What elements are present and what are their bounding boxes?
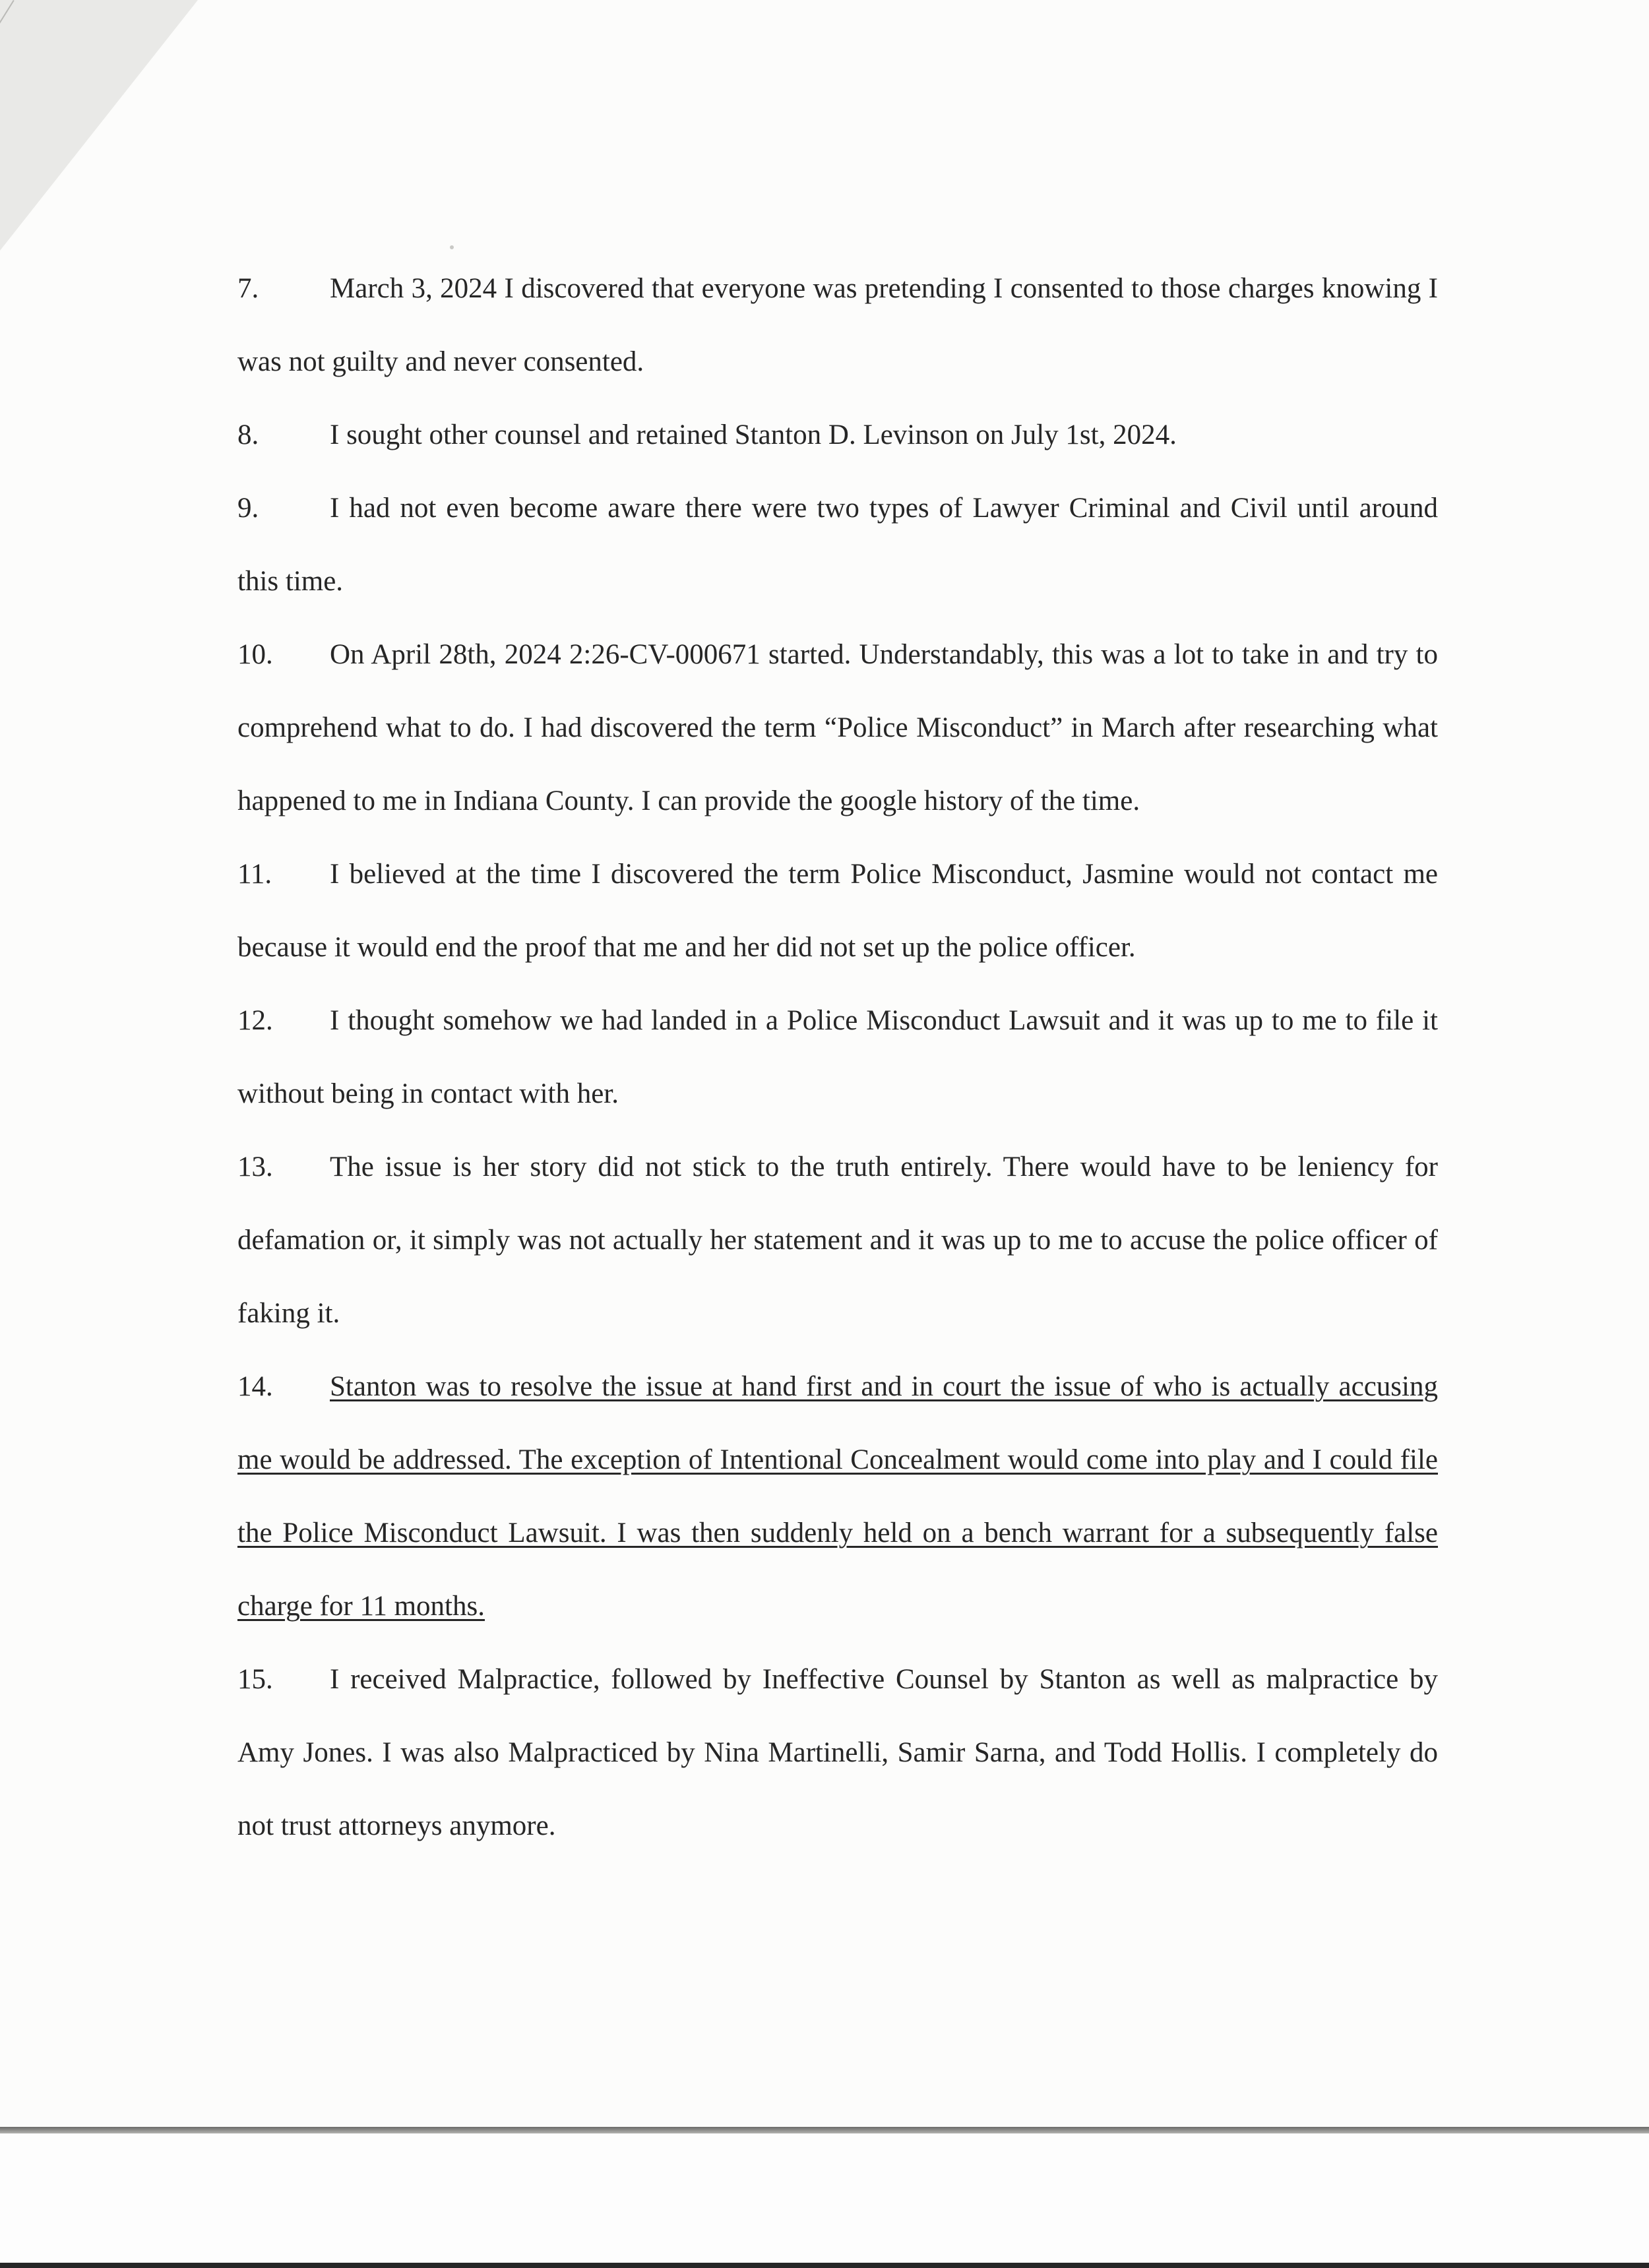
paragraph-13 (237, 1130, 1438, 1350)
paragraph-text: I had not even become aware there were two types of Lawyer Criminal and Civil until around this time. (237, 493, 1438, 597)
scan-bottom-margin (0, 2133, 1649, 2263)
scan-speck (450, 245, 454, 249)
paragraph-text: I believed at the time I discovered the term Police Misconduct, Jasmine would not contact me because it would end the proof that me and her did not set up the police officer. (237, 859, 1438, 963)
paragraph-text: The issue is her story did not stick to the truth entirely. There would have to be leniency for defamation or, it simply was not actually her statement and it was up to me to accuse the police officer of faking it. (237, 1151, 1438, 1329)
paragraph-number: 12. (237, 1005, 273, 1036)
paragraph-number: 9. (237, 493, 259, 524)
paragraph-number: 8. (237, 419, 259, 450)
paragraph-text: On April 28th, 2024 2:26-CV-000671 started. Understandably, this was a lot to take in and try to comprehend what to do. I had discovered the term “Police Misconduct” in March after researching what happened to me in Indiana County. I can provide the google history of the time. (237, 639, 1438, 816)
paragraph-text: I thought somehow we had landed in a Police Misconduct Lawsuit and it was up to me to file it without being in contact with her. (237, 1005, 1438, 1109)
paragraph-number: 7. (237, 273, 259, 304)
paragraph-7 (237, 252, 1438, 398)
paragraph-15 (237, 1643, 1438, 1862)
paragraph-number: 15. (237, 1664, 273, 1695)
paragraph-9 (237, 472, 1438, 618)
scan-bottom-rule (0, 2127, 1649, 2133)
paragraph-12 (237, 984, 1438, 1130)
paragraph-number: 14. (237, 1371, 273, 1402)
paragraph-text: I sought other counsel and retained Stanton D. Levinson on July 1st, 2024. (330, 419, 1177, 450)
paragraph-text-underlined: Stanton was to resolve the issue at hand first and in court the issue of who is actually accusing me would be addressed. The exception of Intentional Concealment would come into play and I could file the Police Misconduct Lawsuit. I was then suddenly held on a bench warrant for a subsequently false charge for 11 months. (237, 1371, 1438, 1622)
paragraph-14 (237, 1350, 1438, 1643)
paragraph-11 (237, 838, 1438, 984)
paragraph-number: 13. (237, 1151, 273, 1182)
paragraph-number: 10. (237, 639, 273, 670)
scan-bottom-edge (0, 2263, 1649, 2268)
paragraph-text: March 3, 2024 I discovered that everyone was pretending I consented to those charges knowing I was not guilty and never consented. (237, 273, 1438, 377)
paragraph-10 (237, 618, 1438, 838)
paragraph-8 (237, 398, 1438, 472)
paragraph-text: I received Malpractice, followed by Ineffective Counsel by Stanton as well as malpractice by Amy Jones. I was also Malpracticed by Nina Martinelli, Samir Sarna, and Todd Hollis. I completely do not trust attorneys anymore. (237, 1664, 1438, 1841)
folded-corner (0, 0, 198, 251)
paragraph-number: 11. (237, 859, 272, 890)
